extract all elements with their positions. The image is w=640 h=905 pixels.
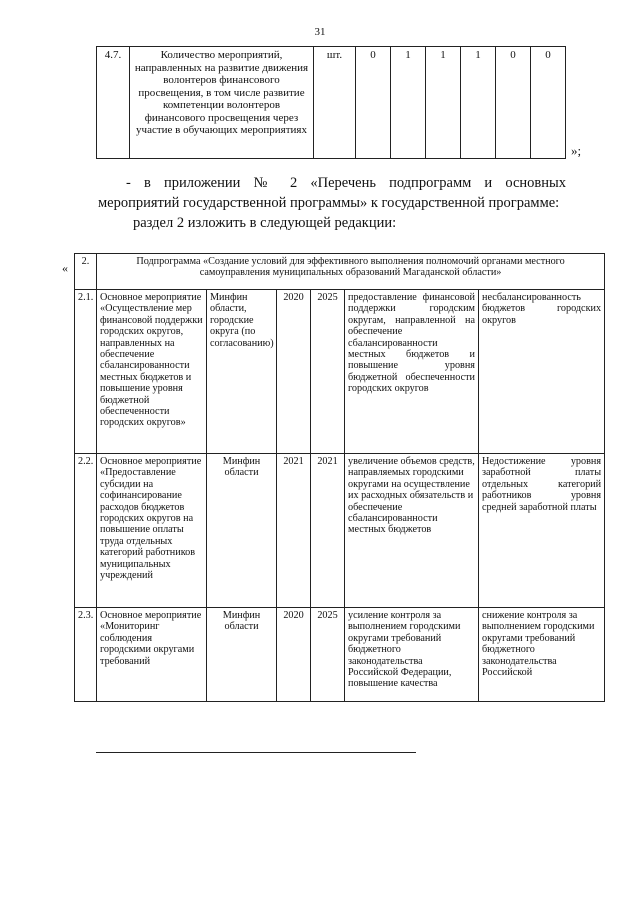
value-cell: 1 bbox=[461, 47, 496, 159]
executor: Минфин области bbox=[207, 608, 277, 702]
table-row bbox=[75, 608, 605, 702]
start-year: 2021 bbox=[277, 454, 311, 608]
end-year: 2021 bbox=[311, 454, 345, 608]
section-header-row bbox=[75, 254, 605, 290]
value-cell: 0 bbox=[531, 47, 566, 159]
expected-result: предоставление финансовой поддержки городским округам, направленной на обеспечение сбалансированности местных бюджетов и повышение уровня бюджетной обеспеченности городских округов bbox=[345, 290, 479, 454]
table-row bbox=[75, 454, 605, 608]
row-number: 2.2. bbox=[75, 454, 97, 608]
expected-result: усиление контроля за выполнением городскими округами требований бюджетного законодательства Российской Федерации, повышение качества bbox=[345, 608, 479, 702]
section-number: 2. bbox=[75, 254, 97, 290]
indicator-table bbox=[96, 46, 566, 159]
measure-name: Основное мероприятие «Предоставление субсидии на софинансирование расходов бюджетов городских округов на повышение оплаты труда отдельных категорий работников муниципальных учреждений bbox=[97, 454, 207, 608]
opening-quote: « bbox=[62, 261, 68, 275]
end-year: 2025 bbox=[311, 608, 345, 702]
footnote-divider bbox=[96, 752, 416, 753]
measure-name: Основное мероприятие «Осуществление мер финансовой поддержки городских округов, направленных на обеспечение сбалансированности местных бюджетов и повышение уровня бюджетной обеспеченности городских округов» bbox=[97, 290, 207, 454]
row-number: 4.7. bbox=[97, 47, 130, 159]
expected-result: увеличение объемов средств, направляемых городскими округами на осуществление их расходных обязательств и обеспечение сбалансированности местных бюджетов bbox=[345, 454, 479, 608]
executor: Минфин области bbox=[207, 454, 277, 608]
paragraph-line: - в приложении № 2 «Перечень подпрограмм и основных bbox=[126, 175, 566, 191]
indicator-name: Количество мероприятий, направленных на развитие движения волонтеров финансового просвещения, в том числе развитие компетенции волонтеров финансового просвещения через участие в обучающих мероприятиях bbox=[130, 47, 314, 159]
value-cell: 0 bbox=[356, 47, 391, 159]
value-cell: 1 bbox=[391, 47, 426, 159]
table-row bbox=[75, 290, 605, 454]
row-number: 2.3. bbox=[75, 608, 97, 702]
paragraph-line: мероприятий государственной программы» к государственной программе: bbox=[98, 195, 560, 211]
page-number: 31 bbox=[314, 26, 326, 38]
paragraph-line: раздел 2 изложить в следующей редакции: bbox=[133, 215, 397, 231]
unit-cell: шт. bbox=[314, 47, 356, 159]
row-number: 2.1. bbox=[75, 290, 97, 454]
consequence: снижение контроля за выполнением городскими округами требований бюджетного законодательства Российской bbox=[479, 608, 605, 702]
start-year: 2020 bbox=[277, 290, 311, 454]
consequence: Недостижение уровня заработной платы отдельных категорий работников уровня средней заработной платы bbox=[479, 454, 605, 608]
consequence: несбалансированность бюджетов городских округов bbox=[479, 290, 605, 454]
table-row bbox=[97, 47, 566, 159]
end-year: 2025 bbox=[311, 290, 345, 454]
section-title: Подпрограмма «Создание условий для эффективного выполнения полномочий органами местного самоуправления муниципальных образований Магаданской области» bbox=[97, 254, 605, 290]
executor: Минфин области, городские округа (по согласованию) bbox=[207, 290, 277, 454]
measure-name: Основное мероприятие «Мониторинг соблюдения городскими округами требований bbox=[97, 608, 207, 702]
closing-quote: »; bbox=[571, 143, 582, 158]
start-year: 2020 bbox=[277, 608, 311, 702]
value-cell: 0 bbox=[496, 47, 531, 159]
value-cell: 1 bbox=[426, 47, 461, 159]
subprogram-table bbox=[74, 253, 605, 702]
